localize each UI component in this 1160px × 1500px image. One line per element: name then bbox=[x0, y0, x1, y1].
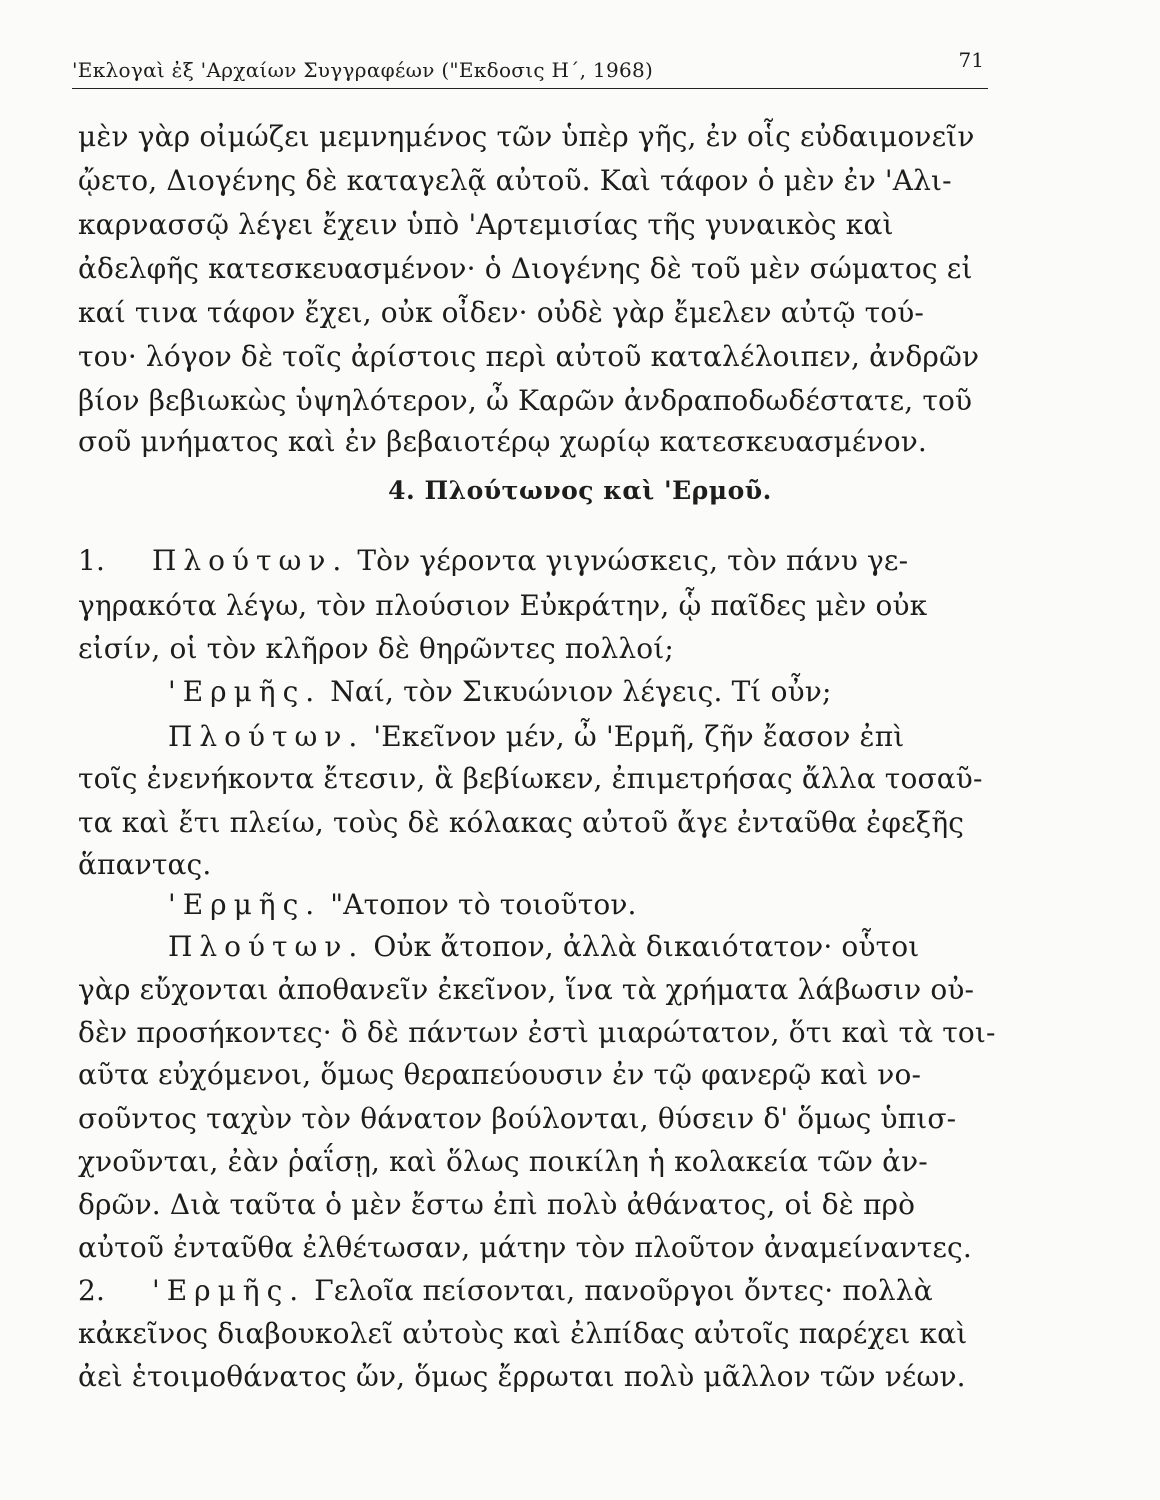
dialogue-text: Οὐκ ἄτοπον, ἀλλὰ δικαιότατον· οὗτοι bbox=[373, 930, 920, 963]
dialogue-line bbox=[78, 720, 904, 753]
dialogue-line: σοῦντος ταχὺν τὸν θάνατον βούλονται, θύσειν δ' ὅμως ὑπισ- bbox=[78, 1102, 957, 1135]
text-line: βίον βεβιωκὼς ὑψηλότερον, ὦ Καρῶν ἀνδραποδωδέστατε, τοῦ bbox=[78, 384, 973, 417]
dialogue-line: δρῶν. Διὰ ταῦτα ὁ μὲν ἔστω ἐπὶ πολὺ ἀθάνατος, οἱ δὲ πρὸ bbox=[78, 1188, 916, 1221]
text-line: καρνασσῷ λέγει ἔχειν ὑπὸ 'Αρτεμισίας τῆς γυναικὸς καὶ bbox=[78, 208, 894, 241]
speaker-plouton: Πλούτων. bbox=[168, 930, 365, 963]
speaker-hermes: 'Ερμῆς. bbox=[152, 1274, 306, 1307]
text-line: του· λόγον δὲ τοῖς ἀρίστοις περὶ αὐτοῦ καταλέλοιπεν, ἀνδρῶν bbox=[78, 340, 980, 373]
dialogue-text: "Ατοπον τὸ τοιοῦτον. bbox=[330, 888, 637, 921]
dialogue-line: τοῖς ἐνενήκοντα ἔτεσιν, ἃ βεβίωκεν, ἐπιμετρήσας ἄλλα τοσαῦ- bbox=[78, 762, 983, 795]
speaker-plouton: Πλούτων. bbox=[168, 720, 365, 753]
dialogue-line: εἰσίν, οἱ τὸν κλῆρον δὲ θηρῶντες πολλοί; bbox=[78, 632, 674, 665]
text-line: μὲν γὰρ οἰμώζει μεμνημένος τῶν ὑπὲρ γῆς, ἐν οἷς εὐδαιμονεῖν bbox=[78, 120, 975, 153]
dialogue-line: κἀκεῖνος διαβουκολεῖ αὐτοὺς καὶ ἐλπίδας αὐτοῖς παρέχει καὶ bbox=[78, 1317, 968, 1350]
page-number: 71 bbox=[958, 48, 984, 72]
text-line: ἀδελφῆς κατεσκευασμένον· ὁ Διογένης δὲ τοῦ μὲν σώματος εἰ bbox=[78, 252, 973, 285]
page-header bbox=[72, 48, 988, 89]
dialogue-line bbox=[78, 544, 908, 577]
dialogue-text: 'Εκεῖνον μέν, ὦ 'Ερμῆ, ζῆν ἔασον ἐπὶ bbox=[373, 720, 905, 753]
item-number: 2. bbox=[78, 1274, 106, 1307]
dialogue-line bbox=[78, 675, 832, 708]
item-number: 1. bbox=[78, 544, 106, 577]
dialogue-text: Γελοῖα πείσονται, πανοῦργοι ὄντες· πολλὰ bbox=[314, 1274, 933, 1307]
dialogue-line: αὐτοῦ ἐνταῦθα ἐλθέτωσαν, μάτην τὸν πλοῦτον ἀναμείναντες. bbox=[78, 1231, 972, 1264]
dialogue-line: δὲν προσήκοντες· ὃ δὲ πάντων ἐστὶ μιαρώτατον, ὅτι καὶ τὰ τοι- bbox=[78, 1016, 996, 1049]
dialogue-text: Ναί, τὸν Σικυώνιον λέγεις. Τί οὖν; bbox=[330, 675, 832, 708]
dialogue-line: χνοῦνται, ἐὰν ῥαΐσῃ, καὶ ὅλως ποικίλη ἡ κολακεία τῶν ἀν- bbox=[78, 1145, 928, 1178]
dialogue-text: Τὸν γέροντα γιγνώσκεις, τὸν πάνυ γε- bbox=[357, 544, 909, 577]
section-heading: 4. Πλούτωνος καὶ 'Ερμοῦ. bbox=[388, 476, 772, 505]
dialogue-line: αῦτα εὐχόμενοι, ὅμως θεραπεύουσιν ἐν τῷ φανερῷ καὶ νο- bbox=[78, 1058, 922, 1091]
speaker-plouton: Πλούτων. bbox=[152, 544, 349, 577]
dialogue-line bbox=[78, 930, 919, 963]
dialogue-line bbox=[78, 1274, 933, 1307]
dialogue-line: τα καὶ ἔτι πλείω, τοὺς δὲ κόλακας αὐτοῦ ἄγε ἐνταῦθα ἐφεξῆς bbox=[78, 806, 965, 839]
running-title: 'Εκλογαὶ ἐξ 'Αρχαίων Συγγραφέων ("Εκδοσις Η΄, 1968) bbox=[72, 58, 654, 82]
dialogue-line: ἅπαντας. bbox=[78, 848, 212, 881]
dialogue-line: γὰρ εὔχονται ἀποθανεῖν ἐκεῖνον, ἵνα τὰ χρήματα λάβωσιν οὐ- bbox=[78, 973, 975, 1006]
text-line: σοῦ μνήματος καὶ ἐν βεβαιοτέρῳ χωρίῳ κατεσκευασμένον. bbox=[78, 425, 927, 458]
dialogue-line bbox=[78, 888, 637, 921]
speaker-hermes: 'Ερμῆς. bbox=[168, 888, 322, 921]
text-line: ᾤετο, Διογένης δὲ καταγελᾷ αὐτοῦ. Καὶ τάφον ὁ μὲν ἐν 'Αλι- bbox=[78, 164, 952, 197]
speaker-hermes: 'Ερμῆς. bbox=[168, 675, 322, 708]
dialogue-line: γηρακότα λέγω, τὸν πλούσιον Εὐκράτην, ᾧ παῖδες μὲν οὐκ bbox=[78, 589, 928, 622]
dialogue-line: ἀεὶ ἑτοιμοθάνατος ὤν, ὅμως ἔρρωται πολὺ μᾶλλον τῶν νέων. bbox=[78, 1360, 966, 1393]
text-line: καί τινα τάφον ἔχει, οὐκ οἶδεν· οὐδὲ γὰρ ἔμελεν αὐτῷ τού- bbox=[78, 296, 925, 329]
